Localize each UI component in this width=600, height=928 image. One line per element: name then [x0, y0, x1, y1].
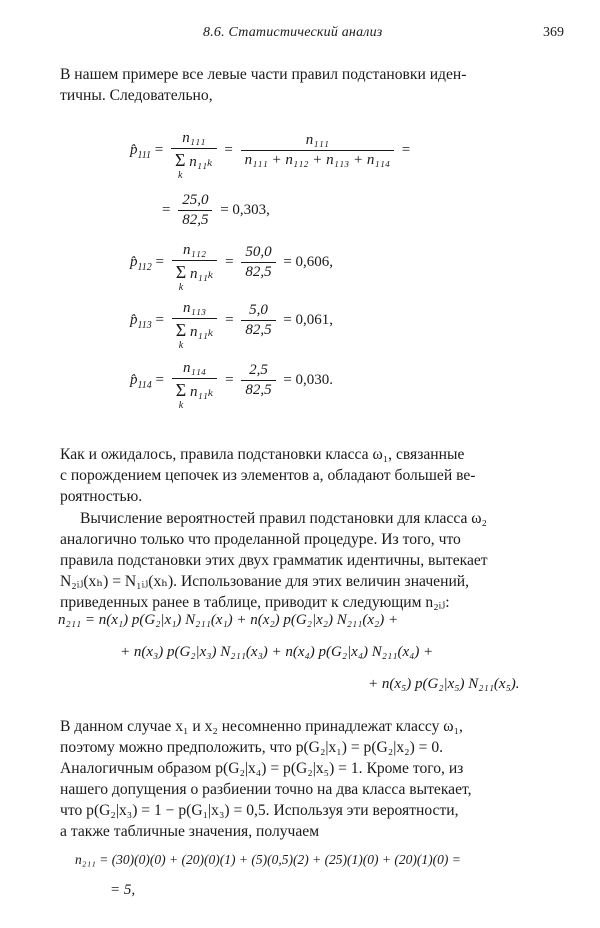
p-hat-symbol: p̂: [130, 371, 138, 388]
sum-term: n₁₁ₖ: [189, 324, 214, 340]
page-number: 369: [543, 25, 564, 40]
equation-n211-line3: + n(x₅) p(G₂|x₅) N₂₁₁(x₅).: [368, 676, 520, 692]
text-line: правила подстановки этих двух грамматик идентичны, вытекает: [60, 552, 488, 569]
subscript: 111: [137, 149, 152, 161]
text-line: Аналогичным образом p(G₂|x₄) = p(G₂|x₅) = 1. Кроме того, из: [60, 760, 464, 777]
fraction-numerator: 5,0: [241, 302, 275, 321]
fraction-numerator: n₁₁₄: [172, 360, 218, 379]
sum-term: n₁₁ₖ: [189, 384, 214, 400]
equation-result: = 0,061,: [283, 311, 334, 328]
fraction: [171, 130, 217, 181]
sum-term: n₁₁ₖ: [189, 266, 214, 282]
equation-p114: $p̂_{114}$ = n₁₁₄ Σ k n₁₁ₖ = $\frac{2,5}{82,5}$ = 0,030.: [130, 360, 334, 411]
fraction-numerator: 50,0: [241, 244, 275, 263]
equation-p111-value: = $\frac{25,0}{82,5}$ = 0,303,: [162, 192, 270, 228]
equation-n211-numeric: n₂₁₁ = (30)(0)(0) + (20)(0)(1) + (5)(0,5)(2) + (25)(1)(0) + (20)(1)(0) =: [75, 852, 461, 867]
fraction-numerator: 2,5: [241, 362, 275, 381]
p-hat-symbol: p̂: [130, 253, 138, 270]
running-header-title: 8.6. Статистический анализ: [203, 25, 383, 40]
fraction-denominator: 82,5: [245, 322, 272, 338]
text-line: с порождением цепочек из элементов a, обладают большей ве-: [60, 467, 476, 484]
paragraph-class-w1: [60, 444, 570, 507]
sum-index: k: [177, 170, 183, 181]
fraction-denominator: 82,5: [245, 382, 272, 398]
paragraph-assumptions: [60, 716, 570, 842]
fraction-denominator: [172, 379, 218, 411]
fraction-numerator: n₁₁₂: [172, 242, 218, 261]
p-hat-symbol: p̂: [130, 141, 138, 158]
equation-result: = 0,303,: [220, 201, 270, 218]
text-line: N₂ᵢⱼ(xₕ) = N₁ᵢⱼ(xₕ). Использование для этих величин значений,: [60, 573, 470, 590]
fraction: [172, 360, 218, 411]
text-line: поэтому можно предположить, что p(G₂|x₁) = p(G₂|x₂) = 0.: [60, 739, 444, 756]
text-line: аналогично только что проделанной процедуре. Из того, что: [60, 531, 461, 548]
fraction-numerator: n₁₁₃: [172, 300, 218, 319]
equation-p113: $p̂_{113}$ = n₁₁₃ Σ k n₁₁ₖ = $\frac{5,0}{82,5}$ = 0,061,: [130, 300, 334, 351]
equation-p112: $p̂_{112}$ = n₁₁₂ Σ k n₁₁ₖ = $\frac{50,0}{82,5}$ = 0,606,: [130, 242, 334, 293]
equation-result: = 0,030.: [283, 371, 334, 388]
equation-n211-result: = 5,: [110, 882, 136, 898]
sigma-icon: Σ k: [175, 262, 187, 293]
subscript: 113: [137, 319, 152, 331]
sigma-icon: Σ k: [174, 150, 186, 181]
sum-index: k: [178, 282, 184, 293]
sigma-icon: Σ k: [175, 380, 187, 411]
equation-result: = 0,606,: [283, 253, 334, 270]
fraction: [172, 300, 218, 351]
fraction-denominator: n₁₁₁ + n₁₁₂ + n₁₁₃ + n₁₁₄: [244, 152, 391, 168]
fraction: [241, 132, 394, 169]
fraction: [172, 242, 218, 293]
text-line: тичны. Следовательно,: [60, 87, 213, 104]
p-hat-symbol: p̂: [130, 311, 138, 328]
text-line: Вычисление вероятностей правил подстановки для класса ω₂: [80, 510, 487, 527]
text-line: что p(G₂|x₃) = 1 − p(G₁|x₃) = 0,5. Используя эти вероятности,: [60, 802, 459, 819]
sum-index: k: [178, 400, 184, 411]
text-line: В нашем примере все левые части правил подстановки иден-: [60, 66, 467, 83]
fraction-numerator: 25,0: [178, 192, 212, 211]
subscript: 114: [137, 379, 152, 391]
sum-term: n₁₁ₖ: [189, 154, 213, 170]
equation-n211-line2: + n(x₃) p(G₂|x₃) N₂₁₁(x₃) + n(x₄) p(G₂|x₄) N₂₁₁(x₄) +: [120, 644, 434, 660]
equation-p111: $p̂_{111}$ = n₁₁₁ Σ k n₁₁ₖ = $\frac{\text{n₁₁₁}}{\text{n₁₁₁ + n₁₁₂ + n₁₁₃ + n₁₁₄}}$ =: [130, 130, 411, 181]
paragraph-intro: [60, 64, 570, 106]
fraction-numerator: n₁₁₁: [241, 132, 394, 151]
sum-index: k: [178, 340, 184, 351]
fraction: [241, 244, 275, 281]
fraction-denominator: [172, 261, 218, 293]
text-line: роятностью.: [60, 488, 143, 505]
text-line: В данном случае x₁ и x₂ несомненно принадлежат классу ω₁,: [60, 718, 463, 735]
text-line: а также табличные значения, получаем: [60, 823, 320, 840]
fraction: [241, 362, 275, 399]
fraction: [178, 192, 212, 229]
paragraph-class-w2: [60, 508, 570, 613]
text-line: приведенных ранее в таблице, приводит к следующим n₂ᵢⱼ:: [60, 594, 450, 611]
fraction-denominator: 82,5: [245, 264, 272, 280]
fraction: [241, 302, 275, 339]
text-line: нашего допущения о разбиении точно на два класса вытекает,: [60, 781, 472, 798]
subscript: 112: [137, 261, 152, 273]
equation-n211-line1: n₂₁₁ = n(x₁) p(G₂|x₁) N₂₁₁(x₁) + n(x₂) p(G₂|x₂) N₂₁₁(x₂) +: [58, 612, 399, 628]
text-line: Как и ожидалось, правила подстановки класса ω₁, связанные: [60, 446, 465, 463]
fraction-denominator: 82,5: [182, 212, 209, 228]
fraction-denominator: [172, 319, 218, 351]
fraction-numerator: n₁₁₁: [171, 130, 217, 149]
fraction-denominator: [171, 149, 217, 181]
sigma-icon: Σ k: [175, 320, 187, 351]
equals-sign: =: [401, 141, 411, 158]
